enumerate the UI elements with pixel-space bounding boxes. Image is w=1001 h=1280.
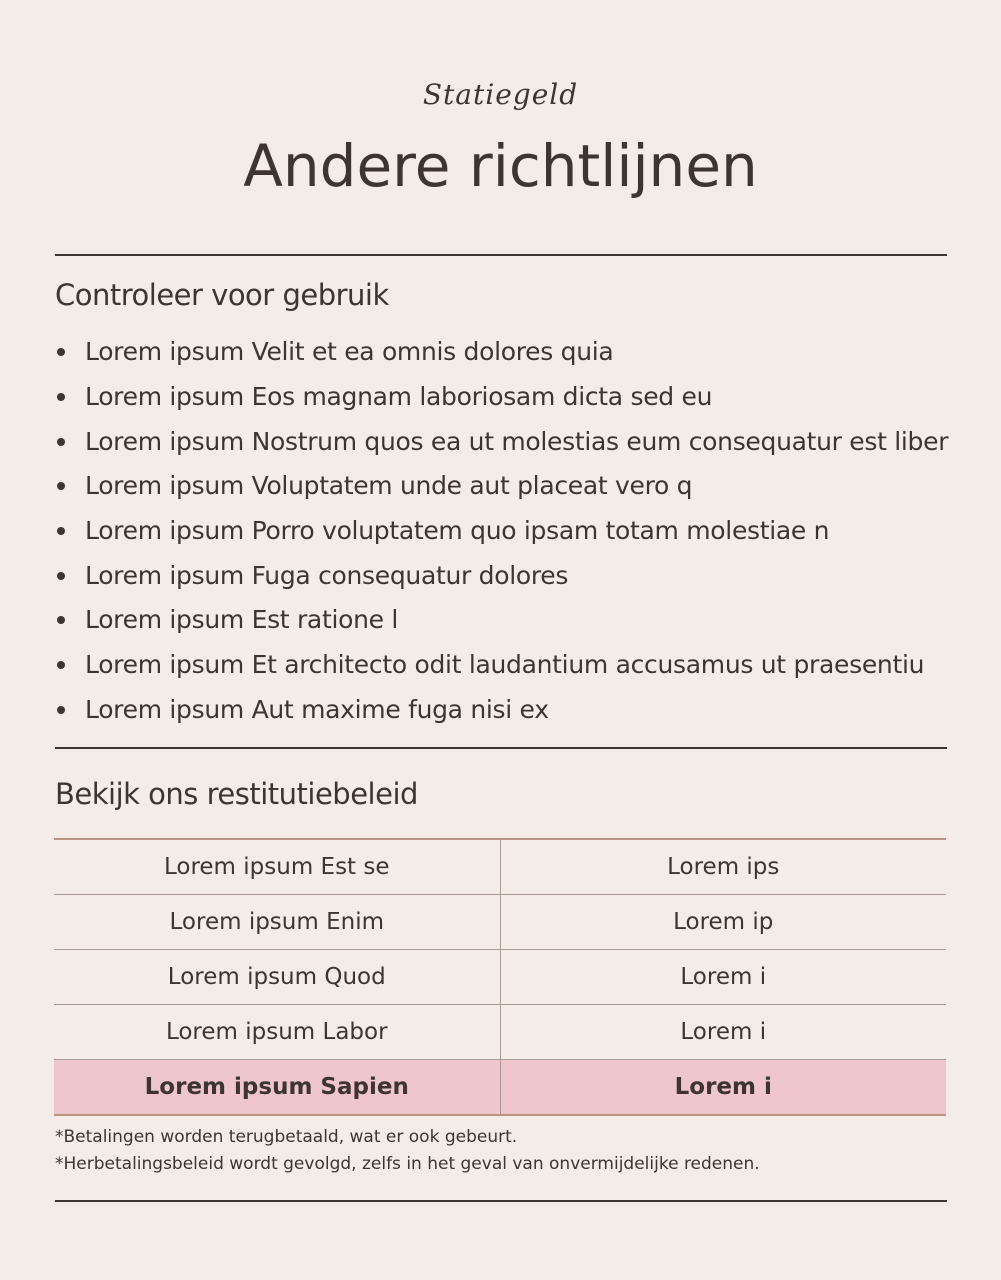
table-cell: Lorem i [500,1060,946,1116]
bullet-icon [57,482,65,490]
bullet-icon [57,527,65,535]
table-cell: Lorem ipsum Labor [54,1005,500,1060]
table-cell: Lorem ip [500,895,946,950]
table-cell: Lorem i [500,1005,946,1060]
table-cell: Lorem ipsum Quod [54,950,500,1005]
list-item: Lorem ipsum Et architecto odit laudantium accusamus ut praesentiu [55,643,948,688]
divider [55,747,947,749]
table-cell: Lorem i [500,950,946,1005]
bullet-icon [57,616,65,624]
divider [55,254,947,256]
bullet-icon [57,393,65,401]
footnote: *Herbetalingsbeleid wordt gevolgd, zelfs in het geval van onvermijdelijke redenen. [55,1154,760,1174]
table-cell: Lorem ipsum Sapien [54,1060,500,1116]
refund-table [54,838,946,1116]
section-heading-refund: Bekijk ons restitutiebeleid [55,777,418,811]
bullet-icon [57,348,65,356]
table-row [54,950,946,1005]
list-item: Lorem ipsum Porro voluptatem quo ipsam totam molestiae n [55,509,948,554]
bullet-icon [57,706,65,714]
bullet-icon [57,661,65,669]
table-row [54,839,946,895]
table-row [54,895,946,950]
footnote: *Betalingen worden terugbetaald, wat er ook gebeurt. [55,1127,518,1147]
list-item: Lorem ipsum Eos magnam laboriosam dicta sed eu [55,375,948,420]
list-item: Lorem ipsum Fuga consequatur dolores [55,553,948,598]
section-heading-check: Controleer voor gebruik [55,278,389,312]
page-title: Andere richtlijnen [243,132,758,200]
table-cell: Lorem ipsum Enim [54,895,500,950]
divider [55,1200,947,1202]
checklist [55,330,948,732]
footnotes [55,1124,760,1178]
brand-logo: Statiegeld [422,78,579,111]
list-item: Lorem ipsum Voluptatem unde aut placeat vero q [55,464,948,509]
bullet-icon [57,438,65,446]
list-item: Lorem ipsum Est ratione l [55,598,948,643]
table-row [54,1005,946,1060]
list-item: Lorem ipsum Nostrum quos ea ut molestias eum consequatur est liber [55,419,948,464]
table-cell: Lorem ips [500,839,946,895]
table-cell: Lorem ipsum Est se [54,839,500,895]
list-item: Lorem ipsum Aut maxime fuga nisi ex [55,688,948,733]
bullet-icon [57,572,65,580]
table-row-highlighted [54,1060,946,1116]
list-item: Lorem ipsum Velit et ea omnis dolores quia [55,330,948,375]
